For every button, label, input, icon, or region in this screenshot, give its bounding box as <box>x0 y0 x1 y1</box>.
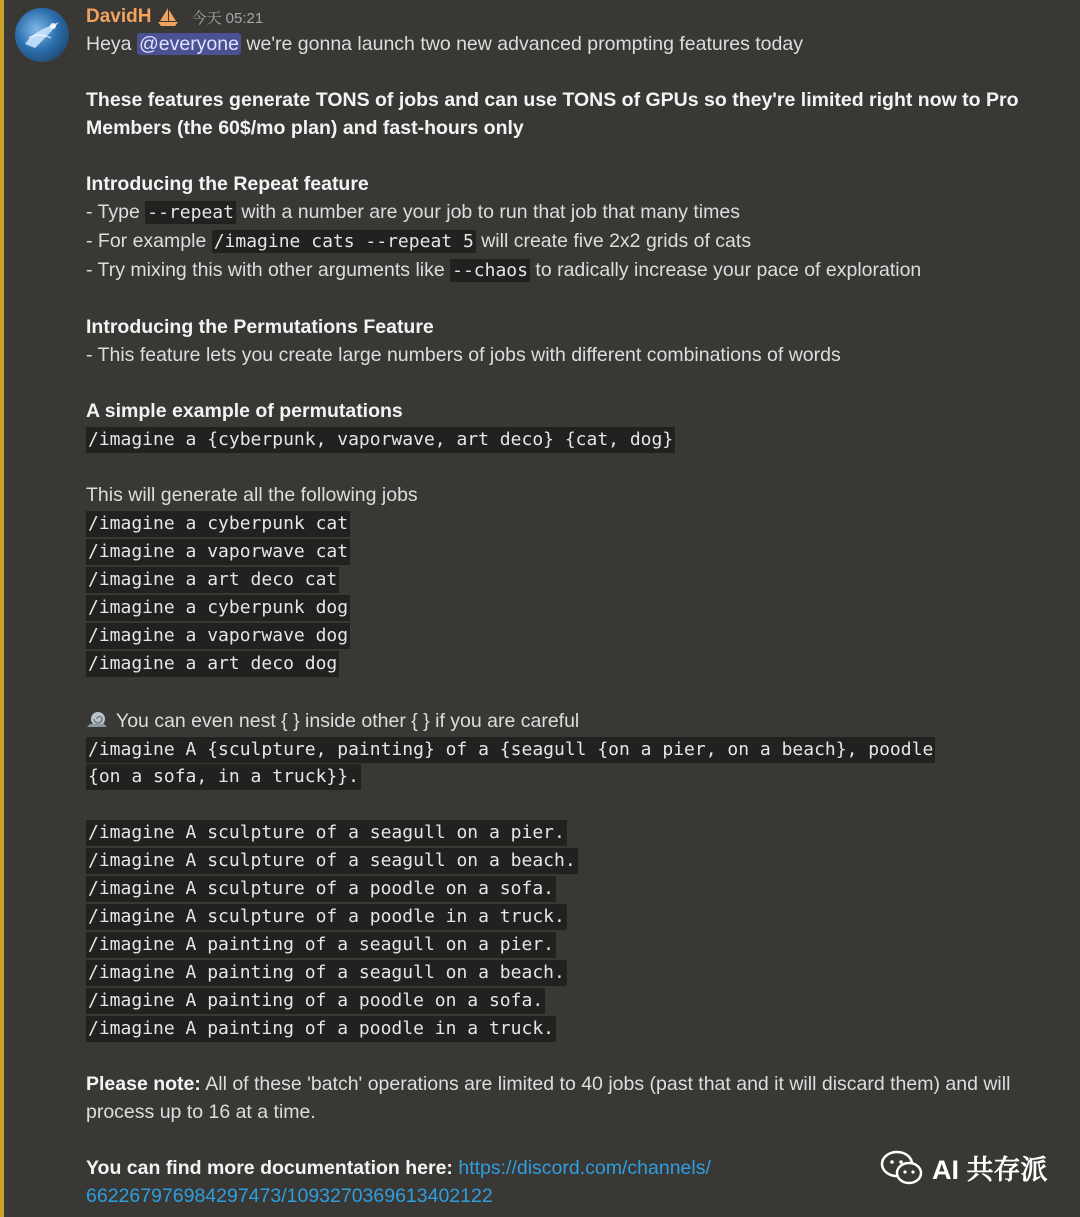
username[interactable]: DavidH <box>86 6 152 27</box>
note-label: Please note: <box>86 1073 201 1095</box>
chat-message <box>86 4 1071 1210</box>
docs-link-part-1[interactable]: https://discord.com/channels/ <box>458 1157 711 1179</box>
watermark <box>880 1148 1048 1187</box>
permutations-desc: - This feature lets you create large numbers of jobs with different combinations of words <box>86 344 841 366</box>
inline-code: --chaos <box>452 260 528 281</box>
repeat-l1-post: with a number are your job to run that job that many times <box>235 201 740 223</box>
code-line: /imagine a vaporwave cat <box>86 539 350 565</box>
note-text: All of these 'batch' operations are limited to 40 jobs (past that and it will discard them) and will process up to 16 at a time. <box>86 1073 1011 1123</box>
inline-code: --repeat <box>147 202 234 223</box>
code-line: {on a sofa, in a truck}}. <box>86 764 361 790</box>
repeat-line-1 <box>86 198 1071 227</box>
note-paragraph <box>86 1070 1071 1126</box>
repeat-l1-pre: - Type <box>86 201 146 223</box>
code-line: /imagine a {cyberpunk, vaporwave, art deco} {cat, dog} <box>86 427 675 453</box>
code-line: /imagine A sculpture of a seagull on a pier. <box>86 820 567 846</box>
user-avatar[interactable] <box>15 8 69 62</box>
permutations-title: Introducing the Permutations Feature <box>86 316 434 338</box>
repeat-l2-pre: - For example <box>86 230 212 252</box>
message-header <box>86 4 1071 30</box>
intro-text-rest: we're gonna launch two new advanced prompting features today <box>240 33 803 55</box>
repeat-l2-post: will create five 2x2 grids of cats <box>475 230 752 252</box>
repeat-line-2 <box>86 227 1071 256</box>
repeat-l3-pre: - Try mixing this with other arguments like <box>86 259 451 281</box>
snail-emoji-icon <box>86 710 108 730</box>
repeat-l3-post: to radically increase your pace of exploration <box>529 259 922 281</box>
repeat-title: Introducing the Repeat feature <box>86 173 369 195</box>
mention-everyone[interactable]: @everyone <box>138 33 239 55</box>
code-line: /imagine a cyberpunk cat <box>86 511 350 537</box>
inline-code: /imagine cats --repeat 5 <box>213 231 474 252</box>
code-line: /imagine A painting of a seagull on a beach. <box>86 960 567 986</box>
following-jobs-text: This will generate all the following jobs <box>86 484 418 506</box>
wechat-icon <box>880 1149 924 1187</box>
nest-line <box>86 707 1071 735</box>
code-line: /imagine a art deco dog <box>86 651 339 677</box>
docs-link-part-2[interactable]: 662267976984297473/1093270369613402122 <box>86 1185 493 1207</box>
watermark-text: AI 共存派 <box>932 1155 1048 1185</box>
code-line: /imagine A {sculpture, painting} of a {seagull {on a pier, on a beach}, poodle <box>86 737 935 763</box>
simple-example-title: A simple example of permutations <box>86 400 403 422</box>
timestamp: 今天 05:21 <box>191 9 264 27</box>
docs-label: You can find more documentation here: <box>86 1157 453 1179</box>
code-line: /imagine a art deco cat <box>86 567 339 593</box>
code-line: /imagine A painting of a poodle on a sofa. <box>86 988 545 1014</box>
warning-text: These features generate TONS of jobs and can use TONS of GPUs so they're limited right now to Pro Members (the 60$/mo plan) and fast-hours only <box>86 89 1019 139</box>
message-content <box>86 30 1071 1210</box>
code-line: /imagine A painting of a poodle in a truck. <box>86 1016 556 1042</box>
code-line: /imagine a vaporwave dog <box>86 623 350 649</box>
code-line: /imagine A sculpture of a seagull on a beach. <box>86 848 578 874</box>
nest-text: You can even nest { } inside other { } if you are careful <box>116 710 580 732</box>
repeat-line-3 <box>86 256 1071 285</box>
message-highlight-bar <box>0 0 4 1217</box>
code-line: /imagine A painting of a seagull on a pier. <box>86 932 556 958</box>
code-line: /imagine a cyberpunk dog <box>86 595 350 621</box>
intro-line <box>86 30 1071 58</box>
code-line: /imagine A sculpture of a poodle on a sofa. <box>86 876 556 902</box>
code-line: /imagine A sculpture of a poodle in a truck. <box>86 904 567 930</box>
intro-text: Heya <box>86 33 137 55</box>
sailboat-icon <box>157 7 179 27</box>
